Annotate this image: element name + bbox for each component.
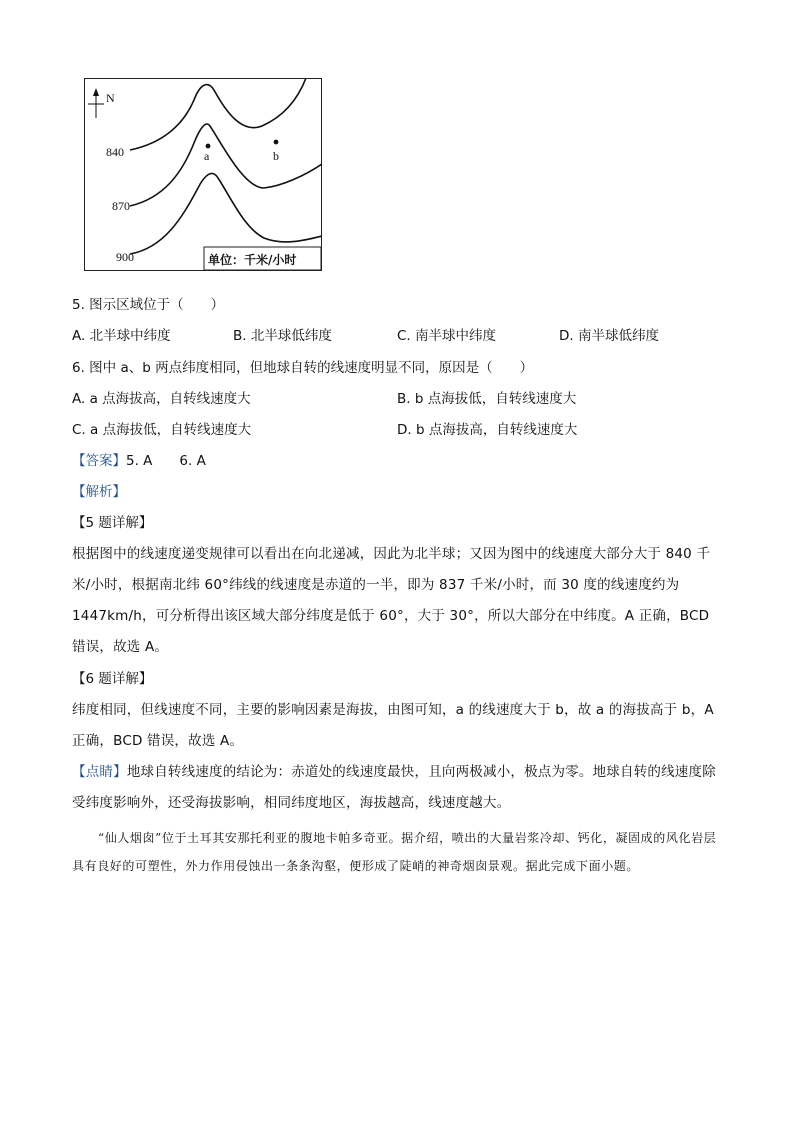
q6-option-d[interactable]: D. b 点海拔高，自转线速度大 bbox=[397, 422, 578, 438]
unit-label: 单位：千米/小时 bbox=[208, 253, 297, 267]
q5-option-b[interactable]: B. 北半球低纬度 bbox=[233, 328, 332, 344]
answer-tag: 【答案】 bbox=[72, 453, 126, 469]
tip-block bbox=[72, 757, 724, 819]
q6-option-a[interactable]: A. a 点海拔高，自转线速度大 bbox=[72, 391, 251, 407]
isoline-map bbox=[84, 78, 322, 271]
q6-stem: 6. 图中 a、b 两点纬度相同，但地球自转的线速度明显不同，原因是（ ） bbox=[72, 360, 534, 376]
detail5-tag: 【5 题详解】 bbox=[72, 515, 153, 531]
q5-option-a[interactable]: A. 北半球中纬度 bbox=[72, 328, 171, 344]
q5-option-d[interactable]: D. 南半球低纬度 bbox=[559, 328, 659, 344]
detail6-tag: 【6 题详解】 bbox=[72, 671, 153, 687]
answer-text: 5. A 6. A bbox=[126, 453, 206, 469]
point-b-dot bbox=[274, 140, 279, 145]
point-b-label: b bbox=[273, 149, 279, 163]
q6-option-c[interactable]: C. a 点海拔低，自转线速度大 bbox=[72, 422, 252, 438]
isoline-label-900: 900 bbox=[116, 250, 134, 264]
analysis-tag: 【解析】 bbox=[72, 484, 126, 500]
passage: “仙人烟囱”位于土耳其安那托利亚的腹地卡帕多奇亚。据介绍，喷出的大量岩浆冷却、钙化，凝固成的风化岩层具有良好的可塑性，外力作用侵蚀出一条条沟壑，便形成了陡峭的神奇烟囱景观。据此完成下面小题。 bbox=[72, 831, 717, 873]
q6-option-b[interactable]: B. b 点海拔低，自转线速度大 bbox=[397, 391, 577, 407]
north-label: N bbox=[106, 91, 115, 105]
detail5-text: 根据图中的线速度递变规律可以看出在向北递减，因此为北半球；又因为图中的线速度大部分大于 840 千米/小时，根据南北纬 60°纬线的线速度是赤道的一半，即为 837 千米/小时，而 30 度的线速度约为 1447km/h，可分析得出该区域大部分纬度是低于 60°，大于 30°，所以大部分在中纬度。A 正确，BCD 错误，故选 A。 bbox=[72, 546, 711, 655]
q5-stem: 5. 图示区域位于（ ） bbox=[72, 297, 225, 313]
tip-tag: 【点睛】 bbox=[72, 764, 127, 780]
tip-text: 地球自转线速度的结论为：赤道处的线速度最快，且向两极减小，极点为零。地球自转的线速度除受纬度影响外，还受海拔影响，相同纬度地区，海拔越高，线速度越大。 bbox=[72, 764, 716, 811]
isoline-label-840: 840 bbox=[106, 145, 124, 159]
point-a-dot bbox=[206, 144, 211, 149]
point-a-label: a bbox=[204, 149, 210, 163]
answer-line bbox=[72, 452, 206, 470]
detail6-text: 纬度相同，但线速度不同，主要的影响因素是海拔，由图可知，a 的线速度大于 b，故 a 的海拔高于 b，A 正确，BCD 错误，故选 A。 bbox=[72, 702, 714, 749]
q5-option-c[interactable]: C. 南半球中纬度 bbox=[397, 328, 497, 344]
isoline-label-870: 870 bbox=[112, 199, 130, 213]
